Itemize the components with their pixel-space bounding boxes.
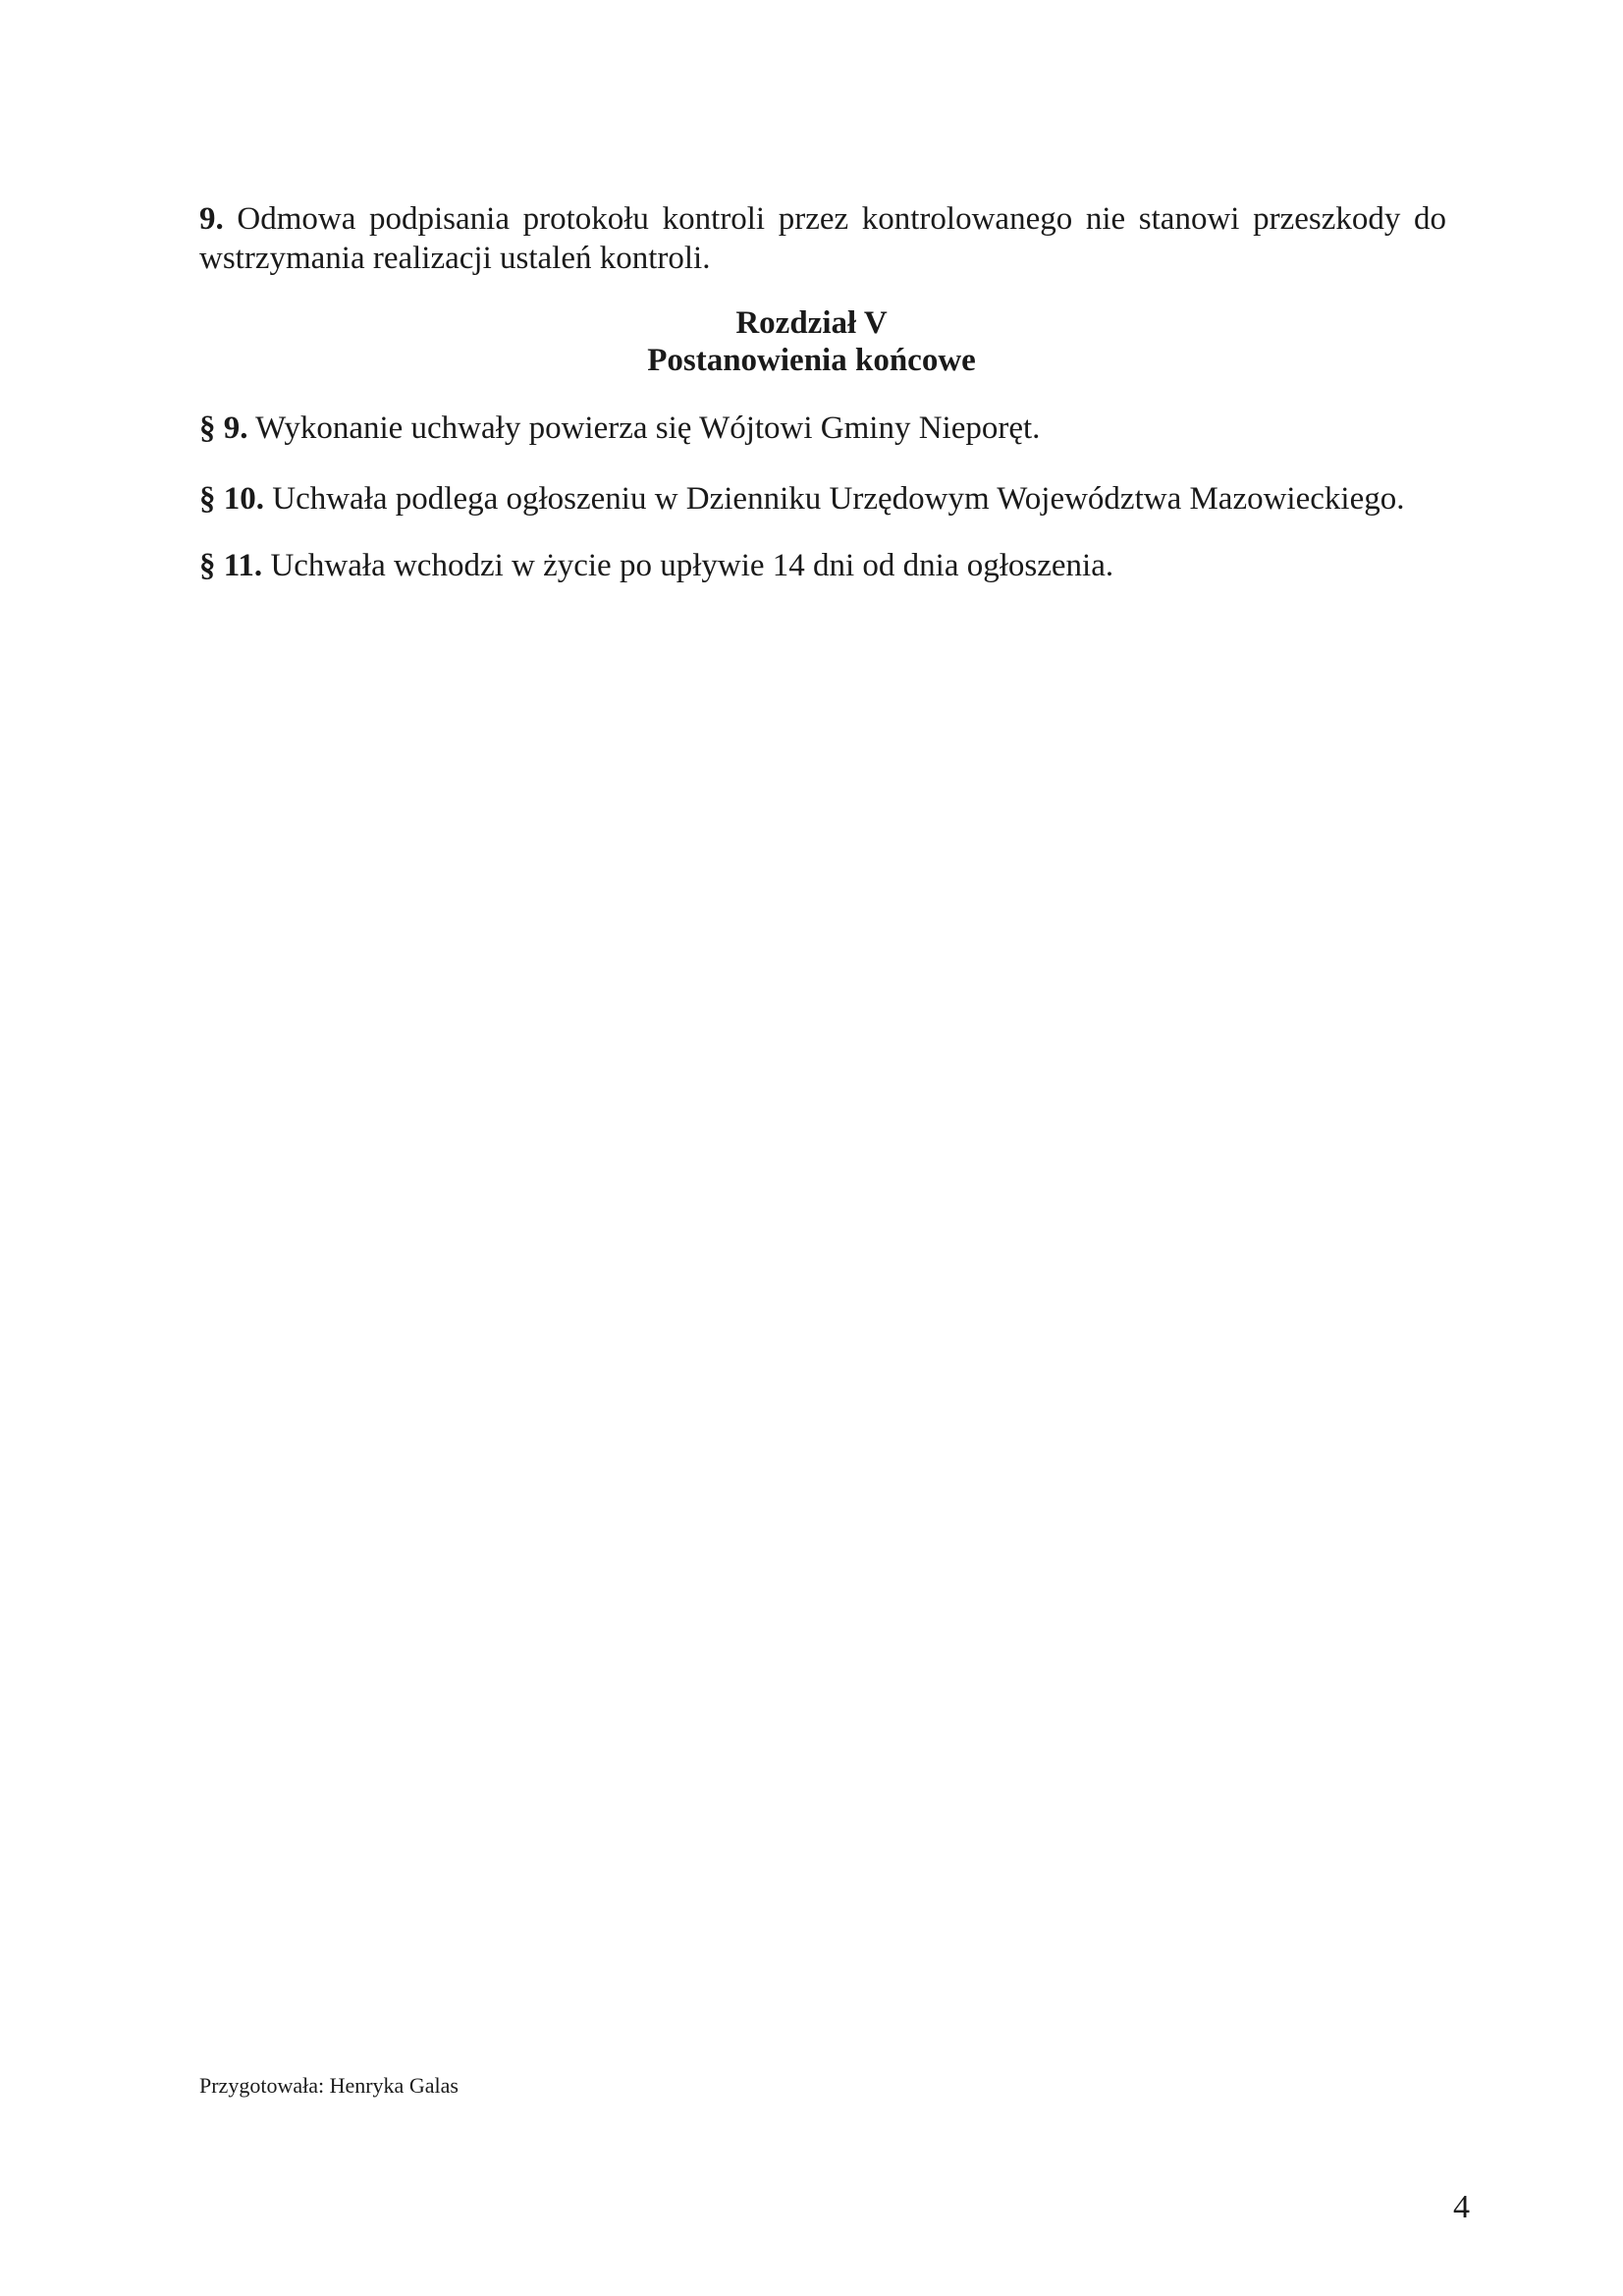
page-number: 4 bbox=[1453, 2189, 1470, 2225]
section-10-number: § 10. bbox=[199, 481, 264, 517]
section-11-text: Uchwała wchodzi w życie po upływie 14 dni od dnia ogłoszenia. bbox=[270, 548, 1114, 583]
section-9 bbox=[199, 409, 1476, 448]
item-9-paragraph bbox=[199, 199, 1446, 278]
item-9-text: Odmowa podpisania protokołu kontroli przez kontrolowanego nie stanowi przeszkody do wstrzymania realizacji ustaleń kontroli. bbox=[199, 201, 1446, 276]
section-9-text: Wykonanie uchwały powierza się Wójtowi Gminy Nieporęt. bbox=[255, 410, 1041, 446]
item-9-number: 9. bbox=[199, 201, 224, 237]
chapter-title: Rozdział V bbox=[735, 305, 888, 341]
section-10 bbox=[199, 479, 1476, 519]
section-11 bbox=[199, 546, 1476, 585]
section-11-number: § 11. bbox=[199, 548, 263, 583]
section-9-number: § 9. bbox=[199, 410, 248, 446]
section-10-text: Uchwała podlega ogłoszeniu w Dzienniku Urzędowym Województwa Mazowieckiego. bbox=[272, 481, 1405, 517]
prepared-by-note: Przygotowała: Henryka Galas bbox=[199, 2073, 459, 2098]
chapter-subtitle: Postanowienia końcowe bbox=[647, 343, 976, 378]
